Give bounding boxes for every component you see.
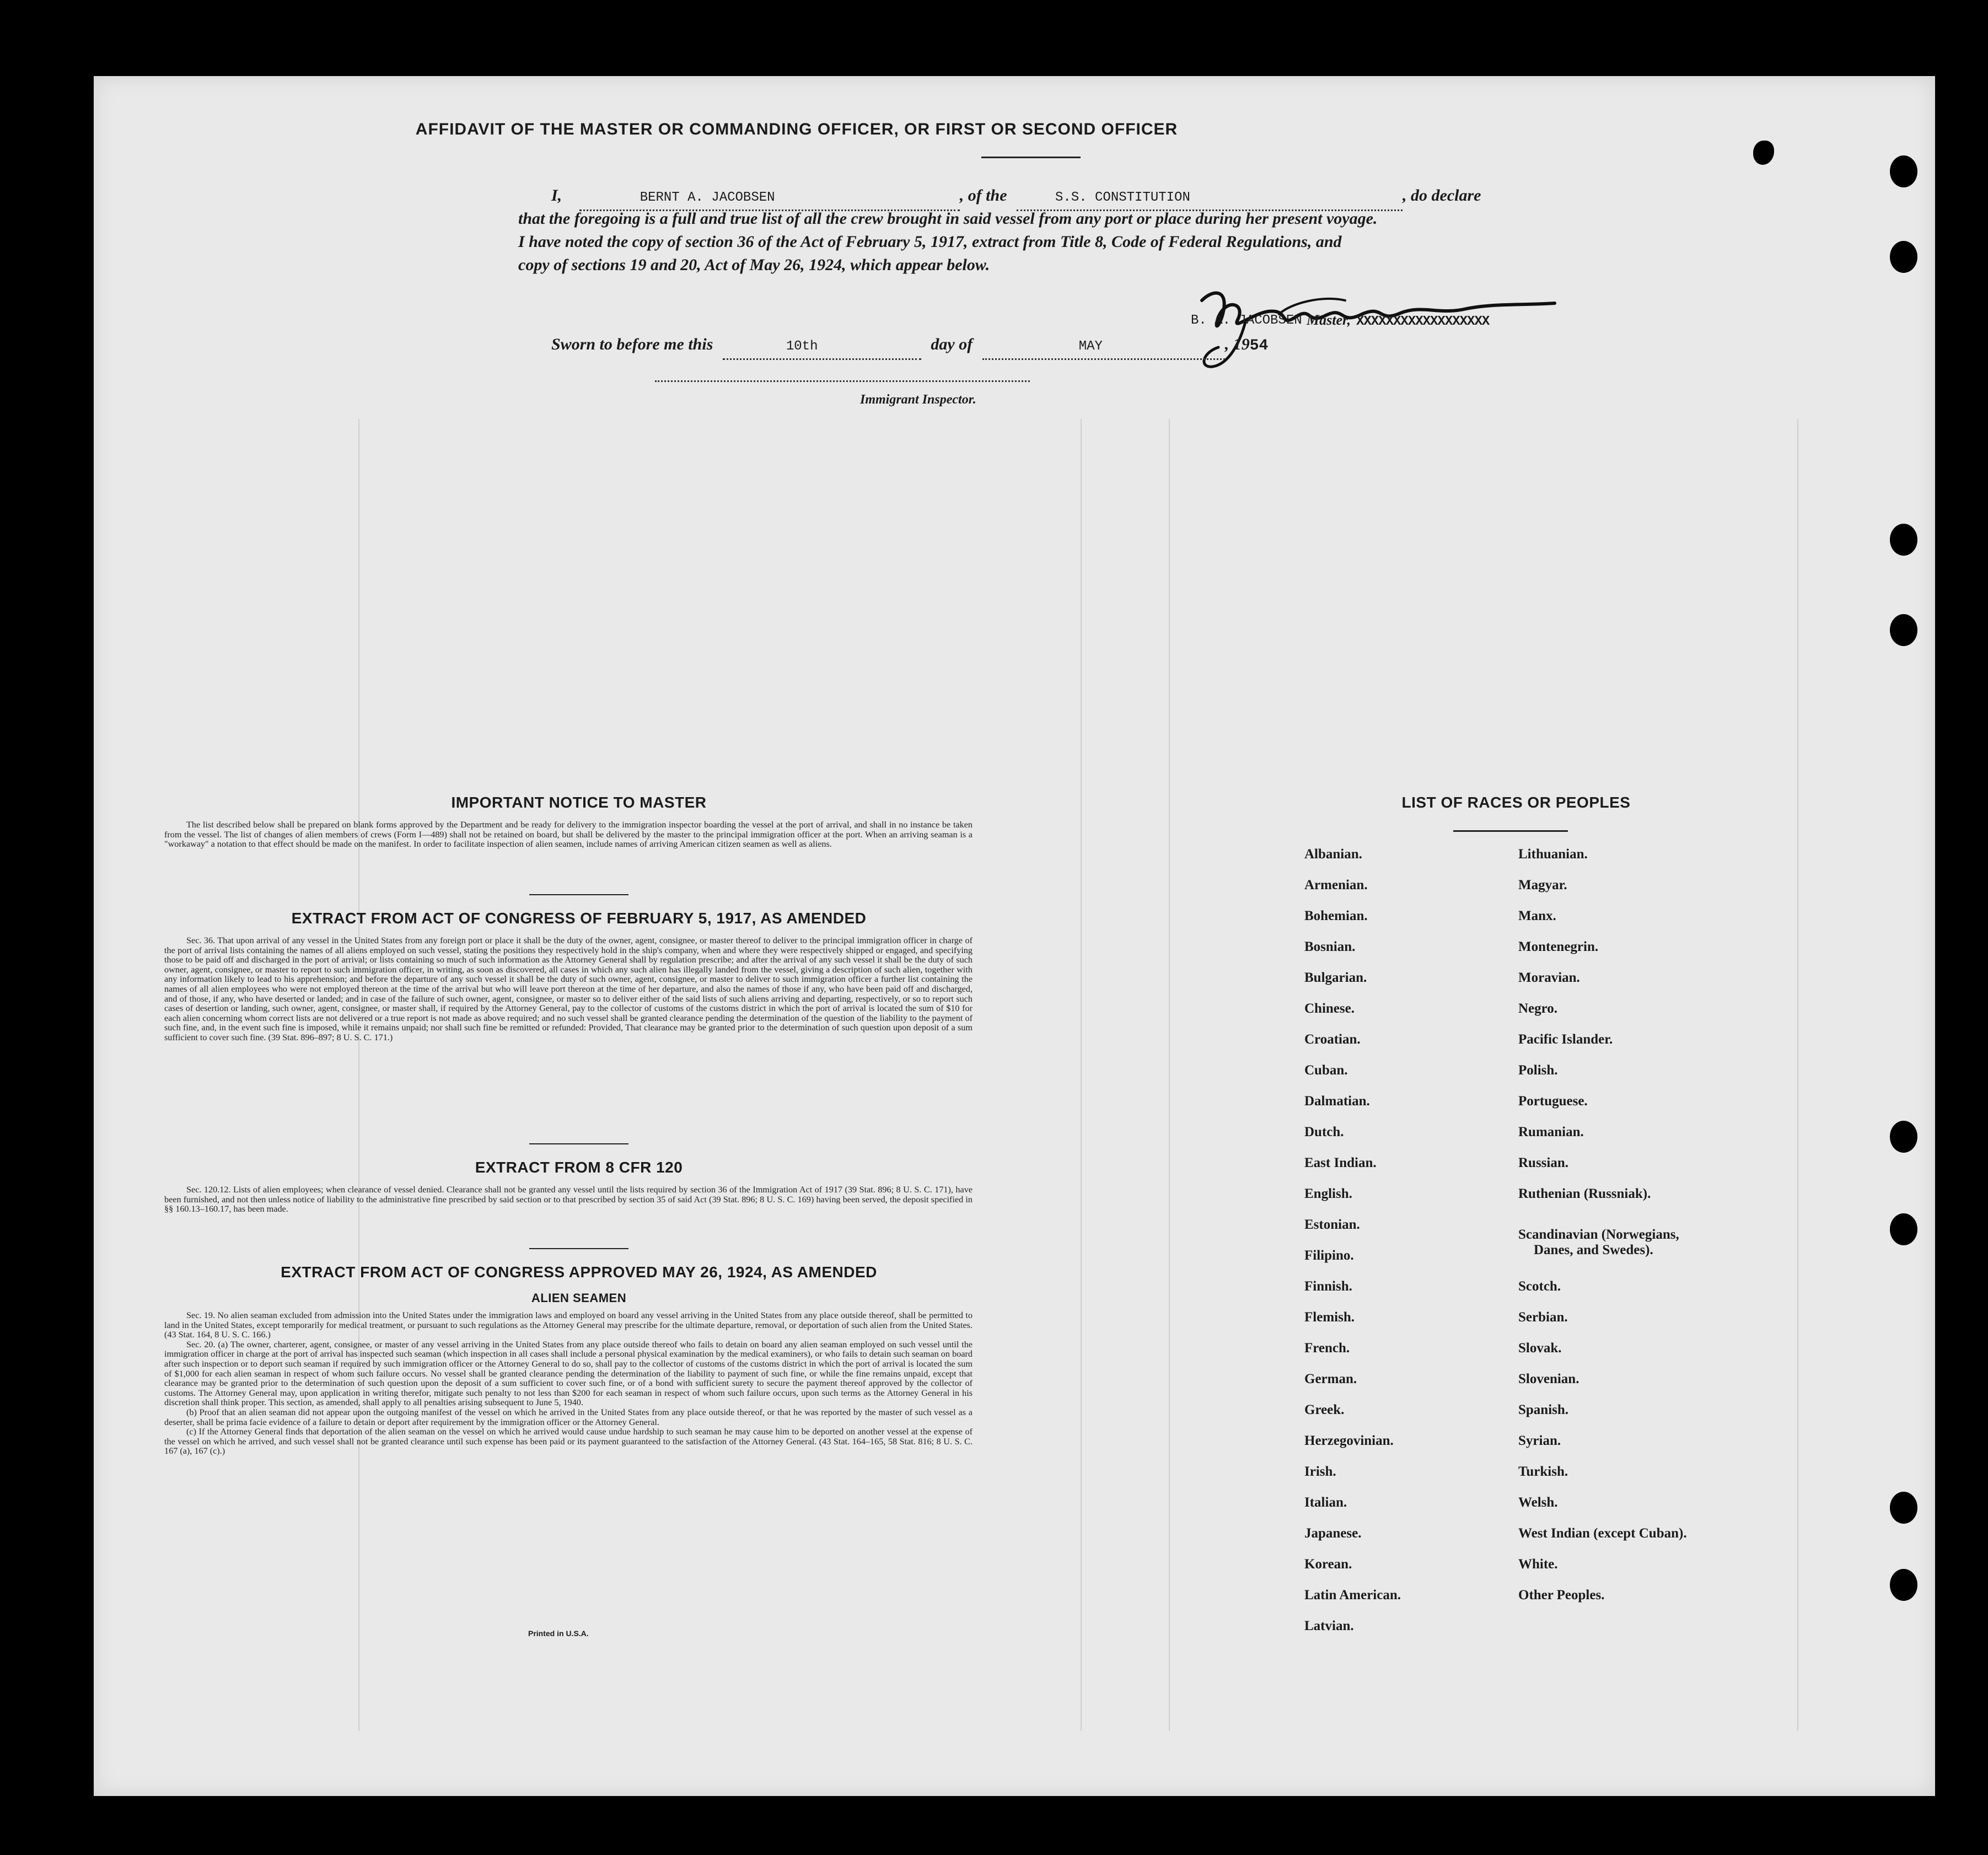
race-item: Latin American. bbox=[1304, 1588, 1401, 1603]
vessel-name: S.S. CONSTITUTION bbox=[1055, 190, 1190, 205]
year-prefix: , 19 bbox=[1224, 335, 1250, 353]
sworn-label: Sworn to before me this bbox=[551, 335, 713, 353]
race-item: Chinese. bbox=[1304, 1001, 1355, 1016]
column-divider bbox=[1169, 419, 1170, 1731]
race-item: Ruthenian (Russniak). bbox=[1518, 1186, 1651, 1201]
signature-printed-name: B. A. JACOBSEN bbox=[1191, 313, 1302, 328]
race-item: Scandinavian (Norwegians, bbox=[1518, 1227, 1679, 1242]
binder-hole bbox=[1890, 241, 1917, 273]
race-item: Cuban. bbox=[1304, 1063, 1348, 1078]
race-item: West Indian (except Cuban). bbox=[1518, 1526, 1687, 1541]
race-item: Negro. bbox=[1518, 1001, 1558, 1016]
binder-hole bbox=[1890, 1569, 1917, 1601]
race-item: Manx. bbox=[1518, 908, 1556, 923]
race-item: Filipino. bbox=[1304, 1248, 1354, 1263]
binder-hole bbox=[1890, 524, 1917, 556]
notice-text: The list described below shall be prepared on blank forms approved by the Department and be ready for delivery to the immigration inspector boarding the vessel at the port of arrival, and shall in no instance be taken from the vessel. The list of changes of alien members of crews (Form I—489) shall not be retained on board, but shall be delivered by the master to the principal immigration officer at the port. When an arriving seaman is a "workaway" a notation to that effect should be made on the manifest. In order to facilitate inspection of alien seamen, include names of arriving American citizen seamen as well as aliens. bbox=[164, 820, 972, 849]
extract-1924-body bbox=[164, 1311, 972, 1456]
sworn-year: 54 bbox=[1249, 337, 1269, 354]
race-item: Italian. bbox=[1304, 1495, 1347, 1510]
sec-19-text: Sec. 19. No alien seaman excluded from admission into the United States under the immigration laws and employed on board any vessel arriving in the United States from any place outside thereof, shall be permitted to land in the United States, except temporarily for medical treatment, or pursuant to such regulations as the Attorney General may prescribe for the ultimate departure, removal, or deportation of such alien from the United States. (43 Stat. 164, 8 U. S. C. 166.) bbox=[164, 1310, 972, 1340]
sec-20c-text: (c) If the Attorney General finds that deportation of the alien seaman on the vessel on which he arrived would cause undue hardship to such seaman he may cause him to be deported on another vessel at the expense of the vessel on which he arrived, and such vessel shall not be granted clearance until such expense has been paid or its payment guaranteed to the satisfaction of the Attorney General. (43 Stat. 164–165, 58 Stat. 816; 8 U. S. C. 167 (a), 167 (c).) bbox=[164, 1427, 972, 1456]
extract-1917-title: EXTRACT FROM ACT OF CONGRESS OF FEBRUARY 5, 1917, AS AMENDED bbox=[291, 910, 867, 927]
binder-hole bbox=[1890, 1121, 1917, 1153]
race-item: East Indian. bbox=[1304, 1155, 1377, 1170]
race-item: Flemish. bbox=[1304, 1310, 1355, 1325]
race-item: Herzegovinian. bbox=[1304, 1433, 1394, 1448]
month-field bbox=[982, 333, 1225, 360]
race-item: Moravian. bbox=[1518, 970, 1580, 985]
race-item: Bohemian. bbox=[1304, 908, 1368, 923]
notice-title: IMPORTANT NOTICE TO MASTER bbox=[451, 794, 707, 811]
alien-seamen-subtitle: ALIEN SEAMEN bbox=[531, 1291, 627, 1305]
race-item: Danes, and Swedes). bbox=[1534, 1243, 1653, 1257]
day-field bbox=[723, 333, 921, 360]
master-name: BERNT A. JACOBSEN bbox=[640, 190, 775, 205]
race-item: Scotch. bbox=[1518, 1279, 1561, 1294]
title-rule bbox=[981, 157, 1081, 158]
race-item: Estonian. bbox=[1304, 1217, 1360, 1232]
sworn-month: MAY bbox=[1078, 339, 1103, 354]
race-item: Armenian. bbox=[1304, 878, 1368, 892]
extract-1924-title: EXTRACT FROM ACT OF CONGRESS APPROVED MAY 26, 1924, AS AMENDED bbox=[281, 1263, 877, 1281]
race-item: German. bbox=[1304, 1372, 1357, 1386]
race-item: Latvian. bbox=[1304, 1619, 1354, 1633]
affidavit-line-3: I have noted the copy of section 36 of the Act of February 5, 1917, extract from Title 8, Code of Federal Regulations, and bbox=[518, 233, 1342, 251]
race-item: Russian. bbox=[1518, 1155, 1569, 1170]
affidavit-line-2: that the foregoing is a full and true list of all the crew brought in said vessel from any port or place during her present voyage. bbox=[518, 209, 1378, 228]
race-item: French. bbox=[1304, 1341, 1350, 1356]
race-item: Montenegrin. bbox=[1518, 939, 1599, 954]
binder-hole bbox=[1890, 614, 1917, 646]
race-item: White. bbox=[1518, 1557, 1558, 1572]
sec-20b-text: (b) Proof that an alien seaman did not appear upon the outgoing manifest of the vessel on which he arrived in the United States from any place outside thereof, or that he was reported by the master of such vessel as a deserter, shall be prima facie evidence of a failure to detain or deport after requirement by the immigration officer or the Attorney General. bbox=[164, 1407, 972, 1427]
race-item: Finnish. bbox=[1304, 1279, 1352, 1294]
race-item: Portuguese. bbox=[1518, 1094, 1588, 1109]
extract-1917-text: Sec. 36. That upon arrival of any vessel in the United States from any foreign port or place it shall be the duty of the owner, agent, consignee, or master thereof to deliver to the principal immigration officer in charge of the port of arrival lists containing the names of all aliens employed on such vessel, stating the positions they respectively hold in the ship's company, when and where they were respectively shipped or engaged, and specifying those to be paid off and discharged in the port of arrival; or lists containing so much of such information as the Attorney General shall by regulation prescribe; and after the arrival of any such vessel it shall be the duty of such owner, agent, consignee, or master to report to such immigration officer, in writing, as soon as discovered, all cases in which any such alien has illegally landed from the vessel, giving a description of such alien, together with any information likely to lead to his apprehension; and before the departure of any such vessel it shall be the duty of such owner, agent, consignee, or master to deliver to such immigration officer a further list containing the names of all alien employees who were not employed thereon at the time of the arrival but who will leave port thereon at the time of her departure, and also the names of those if any, who have been paid off and discharged, and of those, if any, who have deserted or landed; and in case of the failure of such owner, agent, consignee, or master so to deliver either of the said lists of such aliens arriving and departing, respectively, or so to report such cases of desertion or landing, such owner, agent, consignee, or master shall, if required by the Attorney General, pay to the collector of customs of the customs district in which the port of arrival is located the sum of $10 for each alien concerning whom correct lists are not delivered or a true report is not made as above required; and no such vessel shall be granted clearance pending the determination of the question of the liability to the payment of such fine, and, in the event such fine is imposed, while it remains unpaid; nor shall such fine be remitted or refunded: Provided, That clearance may be granted prior to the determination of such question upon deposit of a sum sufficient to cover such fine. (39 Stat. 896–897; 8 U. S. C. 171.) bbox=[164, 935, 972, 1042]
printed-in-usa: Printed in U.S.A. bbox=[528, 1629, 589, 1638]
race-item: Welsh. bbox=[1518, 1495, 1558, 1510]
race-item: Korean. bbox=[1304, 1557, 1352, 1572]
of-the-label: , of the bbox=[959, 186, 1007, 205]
sworn-line bbox=[551, 333, 1268, 360]
race-item: Dutch. bbox=[1304, 1125, 1344, 1139]
section-rule bbox=[529, 1248, 628, 1249]
section-rule bbox=[529, 894, 628, 895]
race-item: Slovenian. bbox=[1518, 1372, 1579, 1386]
race-item: Polish. bbox=[1518, 1063, 1558, 1078]
column-divider bbox=[1081, 419, 1082, 1731]
binder-hole bbox=[1890, 1213, 1917, 1245]
race-item: Serbian. bbox=[1518, 1310, 1568, 1325]
race-item: Magyar. bbox=[1518, 878, 1567, 892]
binder-hole bbox=[1890, 155, 1917, 187]
day-of-label: day of bbox=[931, 335, 973, 353]
affidavit-i: I, bbox=[551, 186, 562, 205]
race-item: Turkish. bbox=[1518, 1464, 1568, 1479]
signature-title: Master, bbox=[1307, 312, 1351, 328]
sec-20a-text: Sec. 20. (a) The owner, charterer, agent, consignee, or master of any vessel arriving in the United States from any place outside thereof who fails to detain on board any alien seaman employed on such vessel until the immigration officer in charge at the port of arrival has inspected such seaman (which inspection in all cases shall include a personal physical examination by the medical examiners), or who fails to detain such seaman on board after such inspection or to deport such seaman if required by such immigration officer or the Attorney General to do so, shall pay to the collector of customs of the customs district in which the port of arrival is located the sum of $1,000 for each alien seaman in respect of whom such failure occurs. No vessel shall be granted clearance pending the determination of the liability to payment of such fine, or while the fine remains unpaid, except that clearance may be granted prior to the determination of such question upon the deposit of a sum sufficient to cover such fine, or of a bond with sufficient surety to secure the payment thereof approved by the collector of customs. The Attorney General may, upon application in writing therefor, mitigate such penalty to not less than $200 for each seaman in respect of whom such failure occurs, upon such terms as the Attorney General in his discretion shall think proper. This section, as amended, shall apply to all penalties arising subsequent to June 5, 1940. bbox=[164, 1339, 972, 1408]
do-declare-label: , do declare bbox=[1403, 186, 1481, 205]
race-item: Bulgarian. bbox=[1304, 970, 1367, 985]
binder-hole bbox=[1890, 1492, 1917, 1524]
section-rule bbox=[529, 1143, 628, 1144]
race-item: Greek. bbox=[1304, 1402, 1345, 1417]
race-item: Albanian. bbox=[1304, 847, 1362, 862]
race-item: Spanish. bbox=[1518, 1402, 1569, 1417]
column-divider bbox=[1797, 419, 1798, 1731]
race-item: Other Peoples. bbox=[1518, 1588, 1605, 1603]
race-item: Bosnian. bbox=[1304, 939, 1356, 954]
race-item: Syrian. bbox=[1518, 1433, 1561, 1448]
race-item: Croatian. bbox=[1304, 1032, 1361, 1047]
column-divider bbox=[358, 419, 359, 1731]
race-item: English. bbox=[1304, 1186, 1352, 1201]
race-item: Japanese. bbox=[1304, 1526, 1362, 1541]
extract-cfr-text: Sec. 120.12. Lists of alien employees; when clearance of vessel denied. Clearance shall not be granted any vessel until the lists required by section 36 of the Immigration Act of 1917 (39 Stat. 896; 8 U. S. C. 171), have been furnished, and not then unless notice of liability to the administrative fine prescribed by said section or to that prescribed by section 35 of said Act (39 Stat. 896; 8 U. S. C. 169) having been served, the deposit specified in §§ 160.13–160.17, has been made. bbox=[164, 1185, 972, 1214]
race-item: Lithuanian. bbox=[1518, 847, 1588, 862]
inspector-signature-line bbox=[655, 380, 1030, 382]
race-item: Dalmatian. bbox=[1304, 1094, 1370, 1109]
affidavit-line-4: copy of sections 19 and 20, Act of May 26, 1924, which appear below. bbox=[518, 256, 990, 274]
race-item: Irish. bbox=[1304, 1464, 1336, 1479]
signature-struck-text: XXXXXXXXXXXXXXXXXX bbox=[1356, 314, 1490, 329]
affidavit-title: AFFIDAVIT OF THE MASTER OR COMMANDING OFFICER, OR FIRST OR SECOND OFFICER bbox=[415, 120, 1178, 138]
sworn-day: 10th bbox=[786, 339, 818, 354]
races-title-rule bbox=[1453, 830, 1568, 832]
extract-cfr-title: EXTRACT FROM 8 CFR 120 bbox=[475, 1159, 683, 1176]
inspector-label: Immigrant Inspector. bbox=[860, 392, 976, 407]
race-item: Rumanian. bbox=[1518, 1125, 1584, 1139]
races-title: LIST OF RACES OR PEOPLES bbox=[1401, 794, 1631, 811]
race-item: Pacific Islander. bbox=[1518, 1032, 1613, 1047]
race-item: Slovak. bbox=[1518, 1341, 1562, 1356]
